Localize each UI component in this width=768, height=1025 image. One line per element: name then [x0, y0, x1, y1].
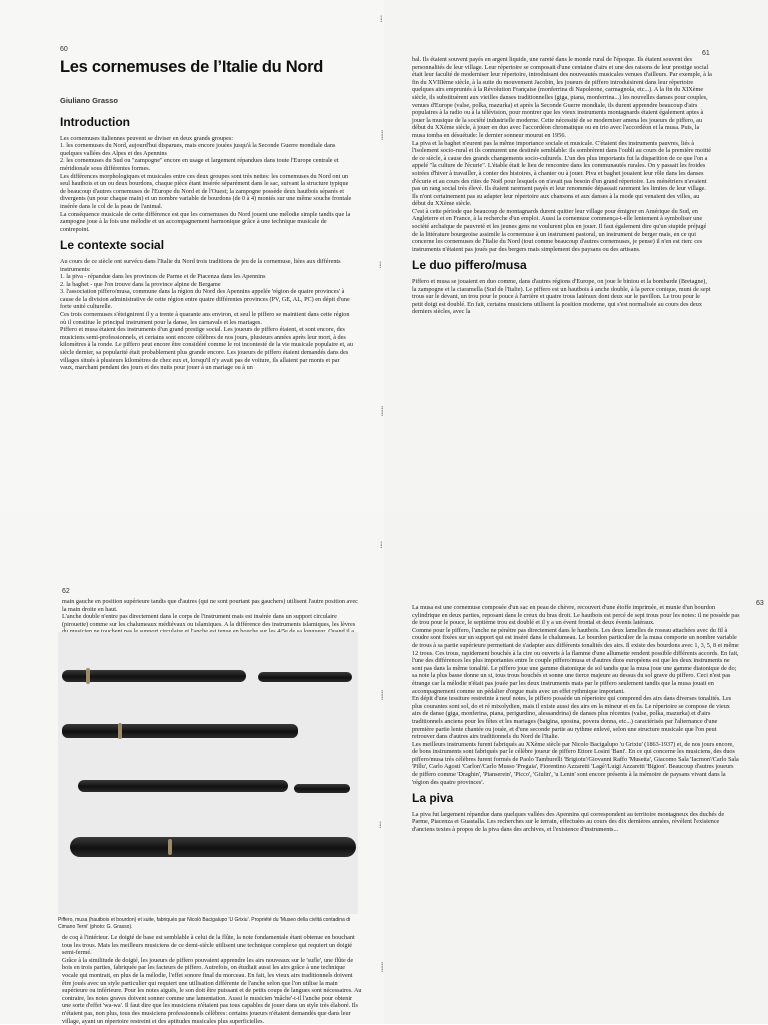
- page-number: 61: [702, 50, 710, 57]
- section-heading-introduction: Introduction: [60, 115, 130, 129]
- ring-decoration: [86, 668, 90, 684]
- reed-image: [258, 672, 352, 682]
- author-name: Giuliano Grasso: [60, 96, 118, 105]
- paragraph-contexte-social: Au cours de ce siècle ont survécu dans l'Italie du Nord trois traditions de jeu de la cornemuse, liées aux différents instruments: 1. la piva - répandue dans les provinces de Parme et de Piacenza dans les Apennins 2. la baghet - que l'on trouve dans la province alpine de Bergame 3. l'association piffero/musa, commune dans la région du Nord des Apennins appelée 'région de quatre provinces' à cause de la division administrative de cette région entre quatre différentes provinces (PV, GE, AL, PC) en dépit d'une forte unité culturelle. Ces trois cornemuses s'éteignirent il y a trente à quarante ans environ, et seul le piffero se maintient dans cette région où il constitue le principal instrument pour la danse, les carnavals et les mariages. Piffero et musa étaient des instruments d'un grand prestige social. Les joueurs de piffero étaient, et sont encore, des musiciens semi-professionnels, et certains sont encore célèbres de nos jours, plusieurs années après leur mort, à des kilomètres à la ronde. Le piffero peut encore être considéré comme le roi incontesté de la vie musicale populaire et, au siècle dernier, sa popularité était probablement plus grande encore. Les joueurs de piffero étaient demandés dans des villages situés à plusieurs kilomètres de chez eux et, lorsqu'il n'y avait pas de voiture, ils allaient par monts et par vaux, marchant pendant des jours et des nuits pour jouer à un mariage ou à un: [60, 257, 353, 372]
- section-heading-contexte-social: Le contexte social: [60, 238, 165, 253]
- paragraph-piva: La piva fut largement répandue dans quelques vallées des Apennins qui correspondent au territoire montagneux des duchés de Parme, Piacenza et Guastalla. Les recherches sur le terrain, effectuées au cours des dix dernières années, révèlent l'existence d'anciens textes à propos de la piva dans des archives, et l'existence d'instruments...: [412, 810, 725, 834]
- fold-mark: ⸽: [381, 131, 384, 141]
- paragraph-bottom: de coq à l'intérieur. Le doigté de base est semblable à celui de la flûte, la note fondamentale étant obtenue en bouchant tous les trous. Mais les meilleurs musiciens de ce demi-siècle utilisent une technique complexe qui requiert un doigté semi-fermé. Grâce à la similitude de doigté, les joueurs de piffero pouvaient apprendre les airs nouveaux sur le 'sufle', une flûte de bois en trois parties, fabriquée par les facteurs de piffero. Autrefois, on étudiait aussi les airs grâce à une technique vocale qui montrait, en plus de la mélodie, l'effet sonore final du morceau. En fait, les vieux airs traditionnels doivent être joués avec un style particulier qui requiert une utilisation différente de l'anche selon que l'on utilise la main supérieure ou inférieure. Pour les notes aiguës, le son doit être puissant et de petits coups de langues sont nécessaires. Au contraire, les notes graves doivent sonner comme une lamentation. Aussi le musicien 'mâche'-t-il l'anche pour obtenir une sorte d'effet 'wa-wa'. Il faut dire que les musiciens n'étaient pas tous capables de jouer dans un style très élaboré. Ils n'étaient pas, non plus, tous des musiciens professionnels célèbres: certains joueurs n'étaient demandés que dans leur village, ayant un répertoire restreint et des aptitudes musicales plus superficielles.: [62, 934, 362, 1025]
- paragraph-musa: La musa est une cornemuse composée d'un sac en peau de chèvre, recouvert d'une étoffe imprimée, et munie d'un bourdon cylindrique en deux parties, reposant dans le creux du bras droit. Le hautbois est percé de sept trous pour les notes: il ne possède pas de trou pour le pouce, le septième trou est doublé et il y a un évent frontal et deux évents latéraux. Comme pour le piffero, l'anche ne pénètre pas directement dans le hautbois. Les deux lamelles de roseau attachées avec du fil à coudre sont fixées sur un support qui est inséré dans le chalumeau. Le bourdon particulier de la musa comporte un nombre variable de trous à sa partie supérieure permettant de s'adapter aux différents tonalités des airs. Il existe des bourdons avec 1, 3, 5, 8 et même 12 trous. Ces trous, rapidement bouchés à la cire ou ouverts à la flamme d'une allumette rendent possible différents accords. En fait, l'une des différences les plus importantes entre le couple piffero/musa et d'autres duos européens est que les deux instruments ne sont pas dans la même tonalité. Le piffero joue une gamme diatonique de sol tandis que la musa joue une gamme diatonique de do; sa note la plus basse donne un si, tous trous bouchés et sonne une tierce majeure au dessus du sol grave du piffero. Ceci n'est pas étrange car la mélodie n'était pas jouée par les deux instruments mais par le piffero seulement tandis que la musa jouait en accompagnement comme un pédalier d'orgue mais avec un effet rythmique important. En dépit d'une tessiture restreinte à neuf notes, le piffero possède un répertoire qui comprend des airs dans diverses tonalités. Les plus courantes sont sol, do et ré mixolydien, mais il existe aussi des airs en la mineur et en fa. Le répertoire se compose de vieux airs de danse (giga, monferina, piana, perigurdino, alessandrina) de danses plus récentes (valse, polka, mazurka) et d'airs traditionnels anciens pour les fêtes et les mariages (baigina, sposina, povera donna, etc...) caractérisés par l'alternance d'une première partie lente chantée ou jouée, et d'une seconde partie au rythme enlevé, selon une structure musicale que l'on peut retrouver dans d'autres airs traditionnels du Nord de l'Italie. Les meilleurs instruments furent fabriqués au XXème siècle par Nicolo Bacigalupo 'u Grixiu' (1863-1937) et, de nos jours encore, de bons instruments sont fabriqués par le célèbre joueur de piffero Ettore Losini 'Bani'. En ce qui concerne les musiciens, des duos piffero/musa très célèbres furent formés de Paolo Tamburelli 'Brigiotu'/Giovanni Raffo 'Musetta', Giacomo Sala 'Iacmon'/Carlo Sala 'Pillu', Carlo Agosti 'Carlon'/Carlo Musso 'Pregaia', Fiorentino Azzaretti 'Lagè'/Luigi Azzaretti 'Bigion'. Beaucoup d'autres joueurs de piffero comme 'Draghin', 'Pianserein', 'Picco', 'Giulin', 'u Lenin' sont encore présents à la mémoire de paysans vivant dans la 'région des quatre provinces'.: [412, 604, 740, 786]
- fold-mark: ⁞: [380, 15, 383, 25]
- section-heading-piva: La piva: [412, 791, 454, 806]
- section-heading-duo: Le duo piffero/musa: [412, 258, 527, 273]
- drone-tip-image: [294, 784, 350, 793]
- page-number: 62: [62, 588, 70, 595]
- text-column: [412, 56, 712, 512]
- fold-mark: ⁞: [379, 261, 382, 271]
- photo-caption: Piffero, musa (hautbois et bourdon) et suite, fabriqués par Nicolò Bacigalupo 'U Grixiu'. Propriété du 'Museo della civiltà contadina di Cimano Terni' (photo: G. Grasso).: [58, 917, 351, 930]
- fold-marks: [380, 0, 390, 1024]
- drone-image: [78, 780, 288, 792]
- article-title: Les cornemuses de l’Italie du Nord: [60, 58, 324, 76]
- ring-decoration: [168, 839, 172, 855]
- page-62: [0, 512, 384, 1024]
- paragraph-top: main gauche en position supérieure tandis que d'autres (qui ne sont pourtant pas gauchers) utilisent l'autre position avec la main droite en haut. L'anche double n'entre pas directement dans le corps de l'instrument mais est insérée dans un support circulaire (pirouette) comme sur les chalumeaux médiévaux ou islamiques. A la différence des instruments islamiques, les lèvres: [62, 598, 358, 628]
- fold-mark: ⁞: [380, 541, 383, 551]
- paragraph-introduction: Les cornemuses italiennes peuvent se diviser en deux grands groupes: 1. les cornemuses du Nord, aujourd'hui disparues, mais encore jouées jusqu'à la Seconde Guerre mondiale dans quelques vallées des Alpes et des Apennins 2. les cornemuses du Sud ou "zampogne" encore en usage et largement répandues dans toute l'Europe centrale et méridionale sous différentes formes. Les différences morphologiques et musicales entre ces deux groupes sont très nettes: les cornemuses du Nord ont un seul hautbois et un ou deux bourdons, chaque pièce étant insérée séparément dans le sac, suivant la structure typique de beaucoup d'autres cornemuses de l'Europe du Nord et de l'Ouest; la zampogne possède deux hautbois séparés et divergents (un pour chaque main) et un nombre variable de bourdons (de 0 à 4) montés sur une même souche frontale insérée dans le col de la peau de l'animal. La conséquence musicale de cette différence est que les cornemuses du Nord jouent une mélodie simple tandis que la zampogne joue à la fois une mélodie et un accompagnement harmonique grâce à une technique musicale de contrepoint.: [60, 134, 352, 233]
- text-column-bottom: [62, 934, 362, 1024]
- sufle-image: [70, 837, 356, 857]
- page-60: [0, 0, 384, 512]
- page-63: [384, 512, 768, 1024]
- page-number: 60: [60, 46, 68, 53]
- fold-mark: ⁞: [379, 821, 382, 831]
- instruments-photo: [58, 632, 358, 914]
- page-61: [384, 0, 768, 512]
- fold-mark: ⸽: [381, 407, 384, 417]
- text-column: [412, 604, 740, 1024]
- text-column: [60, 110, 354, 510]
- text-column-top: [62, 598, 362, 632]
- ring-decoration: [118, 723, 122, 739]
- musa-chanter-image: [62, 724, 298, 738]
- fold-mark: ⸽: [381, 963, 384, 973]
- fold-mark: ⸽: [381, 691, 384, 701]
- paragraph-body: bal. Ils étaient souvent payés en argent liquide, une rareté dans le monde rural de l'époque. Ils étaient souvent des personnalités de leur village. Leur répertoire se composait d'une centaine d'airs et une des raisons de leur prestige social était leur faculté de moderniser leur répertoire, introduisant des nouveautés musicales venues d'ailleurs. Par exemple, à la fin du XVIIIème siècle, à la suite du mouvement Jacobin, les joueurs de piffero introduisirent dans leur répertoire quelques airs empruntés à la Révolution Française (monferrina di Napoleone, carmagnola, etc...). A la fin du XIXème siècle, ils substituèrent aux vieilles danses traditionnelles (giga, piana, monferrina...) les nouvelles danses pour couples, venues d'Europe (valse, polka, mazurka) et après la Seconde Guerre mondiale, ils durent apprendre beaucoup d'airs populaires à la radio ou à la télévision, pour montrer que les vieux instruments montagnards étaient également aptes à jouer la musique de la société industrielle moderne. Cette nécessité de se moderniser amena les joueurs de piffero, au début du XXème siècle, à jouer en duo avec l'accordéon chromatique ou en trio avec l'accordéon et la musa. Puis, la musa tomba en désuétude: le dernier sonneur mourut en 1956. La piva et la baghet n'eurent pas la même importance sociale et musicale. C'étaient des instruments pauvres, liés à l'isolement socio-rural et ils connurent une destinée semblable: ils sombrèrent dans l'oubli au cours de la première moitié de ce siècle, à cause des grands changements socio-culturels. L'un des plus importants fut la disparition de ce que l'on a appelé "la culture de l'écurie". L'étable était le lieu de rencontre dans les communautés rurales. On y passait les froides soirées d'hiver à travailler, à conter des histoires, à chanter ou à jouer. Piva et baghet jouaient leur rôle dans les danses d'écurie et au cours des rites de Noël pour lesquels on n'avait pas besoin d'un grand répertoire. Les ménétriers n'avaient pas un rang social très élevé. Ils étaient rarement payés et leur renommée dépassait rarement les limites de leur village. Ils n'ont certainement pas su adapter leur répertoire aux chansons et aux danses à la mode qui venaient des villes, au début du XXème siècle. C'est à cette période que beaucoup de montagnards durent quitter leur village pour émigrer en Amérique du Sud, en Angleterre et en France, à la recherche d'un emploi. Aussi la cornemuse commença-t-elle lentement à symboliser une société archaïque de pauvreté et les jeunes gens ne voulurent plus en jouer. Il faut également dire qu'un stupide préjugé de la littérature bourgeoise assimile la cornemuse à un instrument pastoral, un instrument de berger mais, en ce qui concerne les cornemuses de l'Italie du Nord (tout comme beaucoup d'autres cornemuses, je pense) il n'en est rien: ces instruments n'étaient pas joués par des bergers mais simplement des paysans ou des artisans.: [412, 56, 712, 253]
- page-number: 63: [756, 600, 764, 607]
- paragraph-duo: Piffero et musa se jouaient en duo comme, dans d'autres régions d'Europe, on joue le biniou et la bombarde (Bretagne), la zampogne et la ciaramella (Sud de l'Italie). Le piffero est un hautbois à anche double, à la perce conique, muni de sept trous sur le devant, un trou pour le pouce à l'arrière et quatre trous latéraux dont deux sur le pavillon. Le trou pour le petit doigt est doublé. En fait, certains musiciens utilisent la position moderne, qui s'est normalisée au cours des deux derniers siècles, avec la: [412, 278, 711, 316]
